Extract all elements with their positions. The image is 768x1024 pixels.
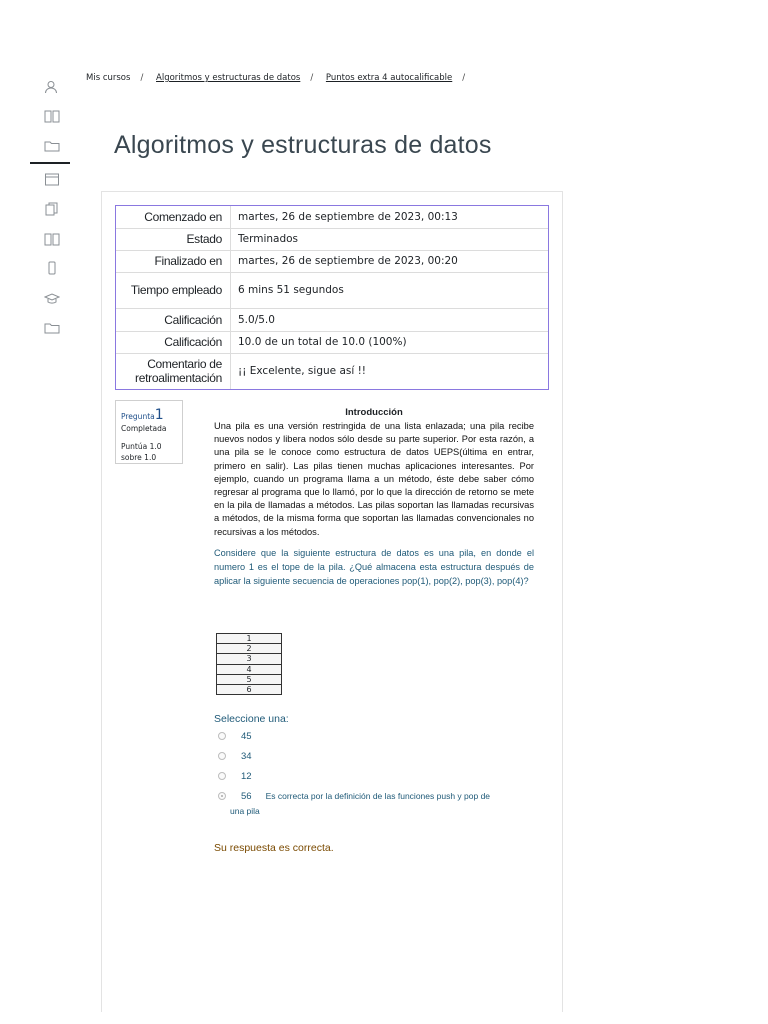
question-label: Pregunta [121, 412, 155, 421]
stack-cell: 5 [217, 674, 282, 684]
option-feedback-continued: una pila [230, 806, 260, 816]
breadcrumb-separator: / [462, 73, 466, 83]
stack-cell: 1 [217, 634, 282, 644]
user-icon[interactable] [44, 80, 60, 94]
summary-value: 6 mins 51 segundos [231, 272, 549, 308]
question-state: Completada [121, 424, 167, 433]
question-grade: Puntúa 1.0 sobre 1.0 [121, 442, 162, 462]
question-text [214, 407, 534, 588]
summary-row [116, 331, 548, 353]
page-title: Algoritmos y estructuras de datos [114, 131, 492, 159]
stack-cell: 6 [217, 684, 282, 694]
calendar-icon[interactable] [44, 172, 60, 186]
breadcrumb-item[interactable]: Puntos extra 4 autocalificable [325, 73, 453, 83]
stack-cell: 2 [217, 644, 282, 654]
option-text: 56 [241, 791, 252, 802]
summary-label: Finalizado en [116, 250, 231, 272]
summary-row [116, 272, 548, 308]
breadcrumb-separator: / [140, 73, 144, 83]
option-text: 34 [241, 751, 252, 762]
summary-value: 10.0 de un total de 10.0 (100%) [231, 331, 549, 353]
intro-title: Introducción [345, 407, 403, 418]
radio-button[interactable] [218, 772, 226, 780]
breadcrumb-item[interactable]: Mis cursos [86, 73, 131, 83]
summary-value: ¡¡ Excelente, sigue así !! [231, 353, 549, 389]
book-icon[interactable] [44, 109, 60, 123]
summary-value: 5.0/5.0 [231, 308, 549, 331]
select-one-label: Seleccione una: [214, 713, 289, 725]
summary-row [116, 250, 548, 272]
summary-label: Calificación [116, 331, 231, 353]
summary-label: Estado [116, 228, 231, 250]
summary-label: Calificación [116, 308, 231, 331]
folder-icon[interactable] [44, 321, 60, 335]
summary-label: Comenzado en [116, 206, 231, 228]
breadcrumb-item[interactable]: Algoritmos y estructuras de datos [156, 73, 301, 83]
summary-row [116, 308, 548, 331]
radio-button-selected[interactable] [218, 792, 226, 800]
graduation-cap-icon[interactable] [44, 291, 60, 305]
summary-value: martes, 26 de septiembre de 2023, 00:13 [238, 210, 458, 223]
summary-row [116, 206, 548, 228]
option-feedback: Es correcta por la definición de las funciones push y pop de [265, 791, 491, 801]
question-prompt: Considere que la siguiente estructura de datos es una pila, en donde el numero 1 es el tope de la pila. ¿Qué almacena esta estructura después de aplicar la siguiente secuencia de operaciones pop(1), pop(2), pop(3), pop(4)? [214, 547, 534, 587]
intro-body: Una pila es una versión restringida de una lista enlazada; una pila recibe nuevos nodos y libera nodos sólo desde su parte superior. Por esta razón, a una pila se le conoce como estructura de datos UEPS(última en entrar, primero en salir). Las pilas tienen muchas aplicaciones interesantes. Por ejemplo, cuando un programa llama a un método, éste debe saber cómo regresar al programa que lo llamó, por lo que la dirección de retorno se mete en la pila de llamadas a métodos. Las pilas soportan las llamadas recursivas a métodos, de la misma forma que soportan las llamadas convencionales no recursivas a los métodos. [214, 421, 534, 537]
radio-button[interactable] [218, 732, 226, 740]
breadcrumb [86, 73, 475, 83]
folder-icon[interactable] [44, 139, 60, 153]
breadcrumb-separator: / [310, 73, 314, 83]
phone-icon[interactable] [44, 261, 60, 275]
stack-cell: 4 [217, 664, 282, 674]
radio-button[interactable] [218, 752, 226, 760]
summary-value: Terminados [231, 228, 549, 250]
summary-row [116, 353, 548, 389]
copy-icon[interactable] [44, 202, 60, 216]
sidebar-active-indicator [30, 162, 70, 164]
stack-cell: 3 [217, 654, 282, 664]
option-text: 12 [241, 771, 252, 782]
summary-value: martes, 26 de septiembre de 2023, 00:20 [231, 250, 549, 272]
summary-label: Comentario de retroalimentación [116, 353, 231, 389]
result-feedback: Su respuesta es correcta. [214, 842, 334, 854]
summary-row [116, 228, 548, 250]
attempt-summary [115, 205, 549, 390]
question-number: 1 [154, 407, 164, 423]
stack-diagram [216, 633, 282, 695]
book-icon[interactable] [44, 232, 60, 246]
summary-label: Tiempo empleado [116, 272, 231, 308]
option-text: 45 [241, 731, 252, 742]
question-info [115, 400, 183, 464]
